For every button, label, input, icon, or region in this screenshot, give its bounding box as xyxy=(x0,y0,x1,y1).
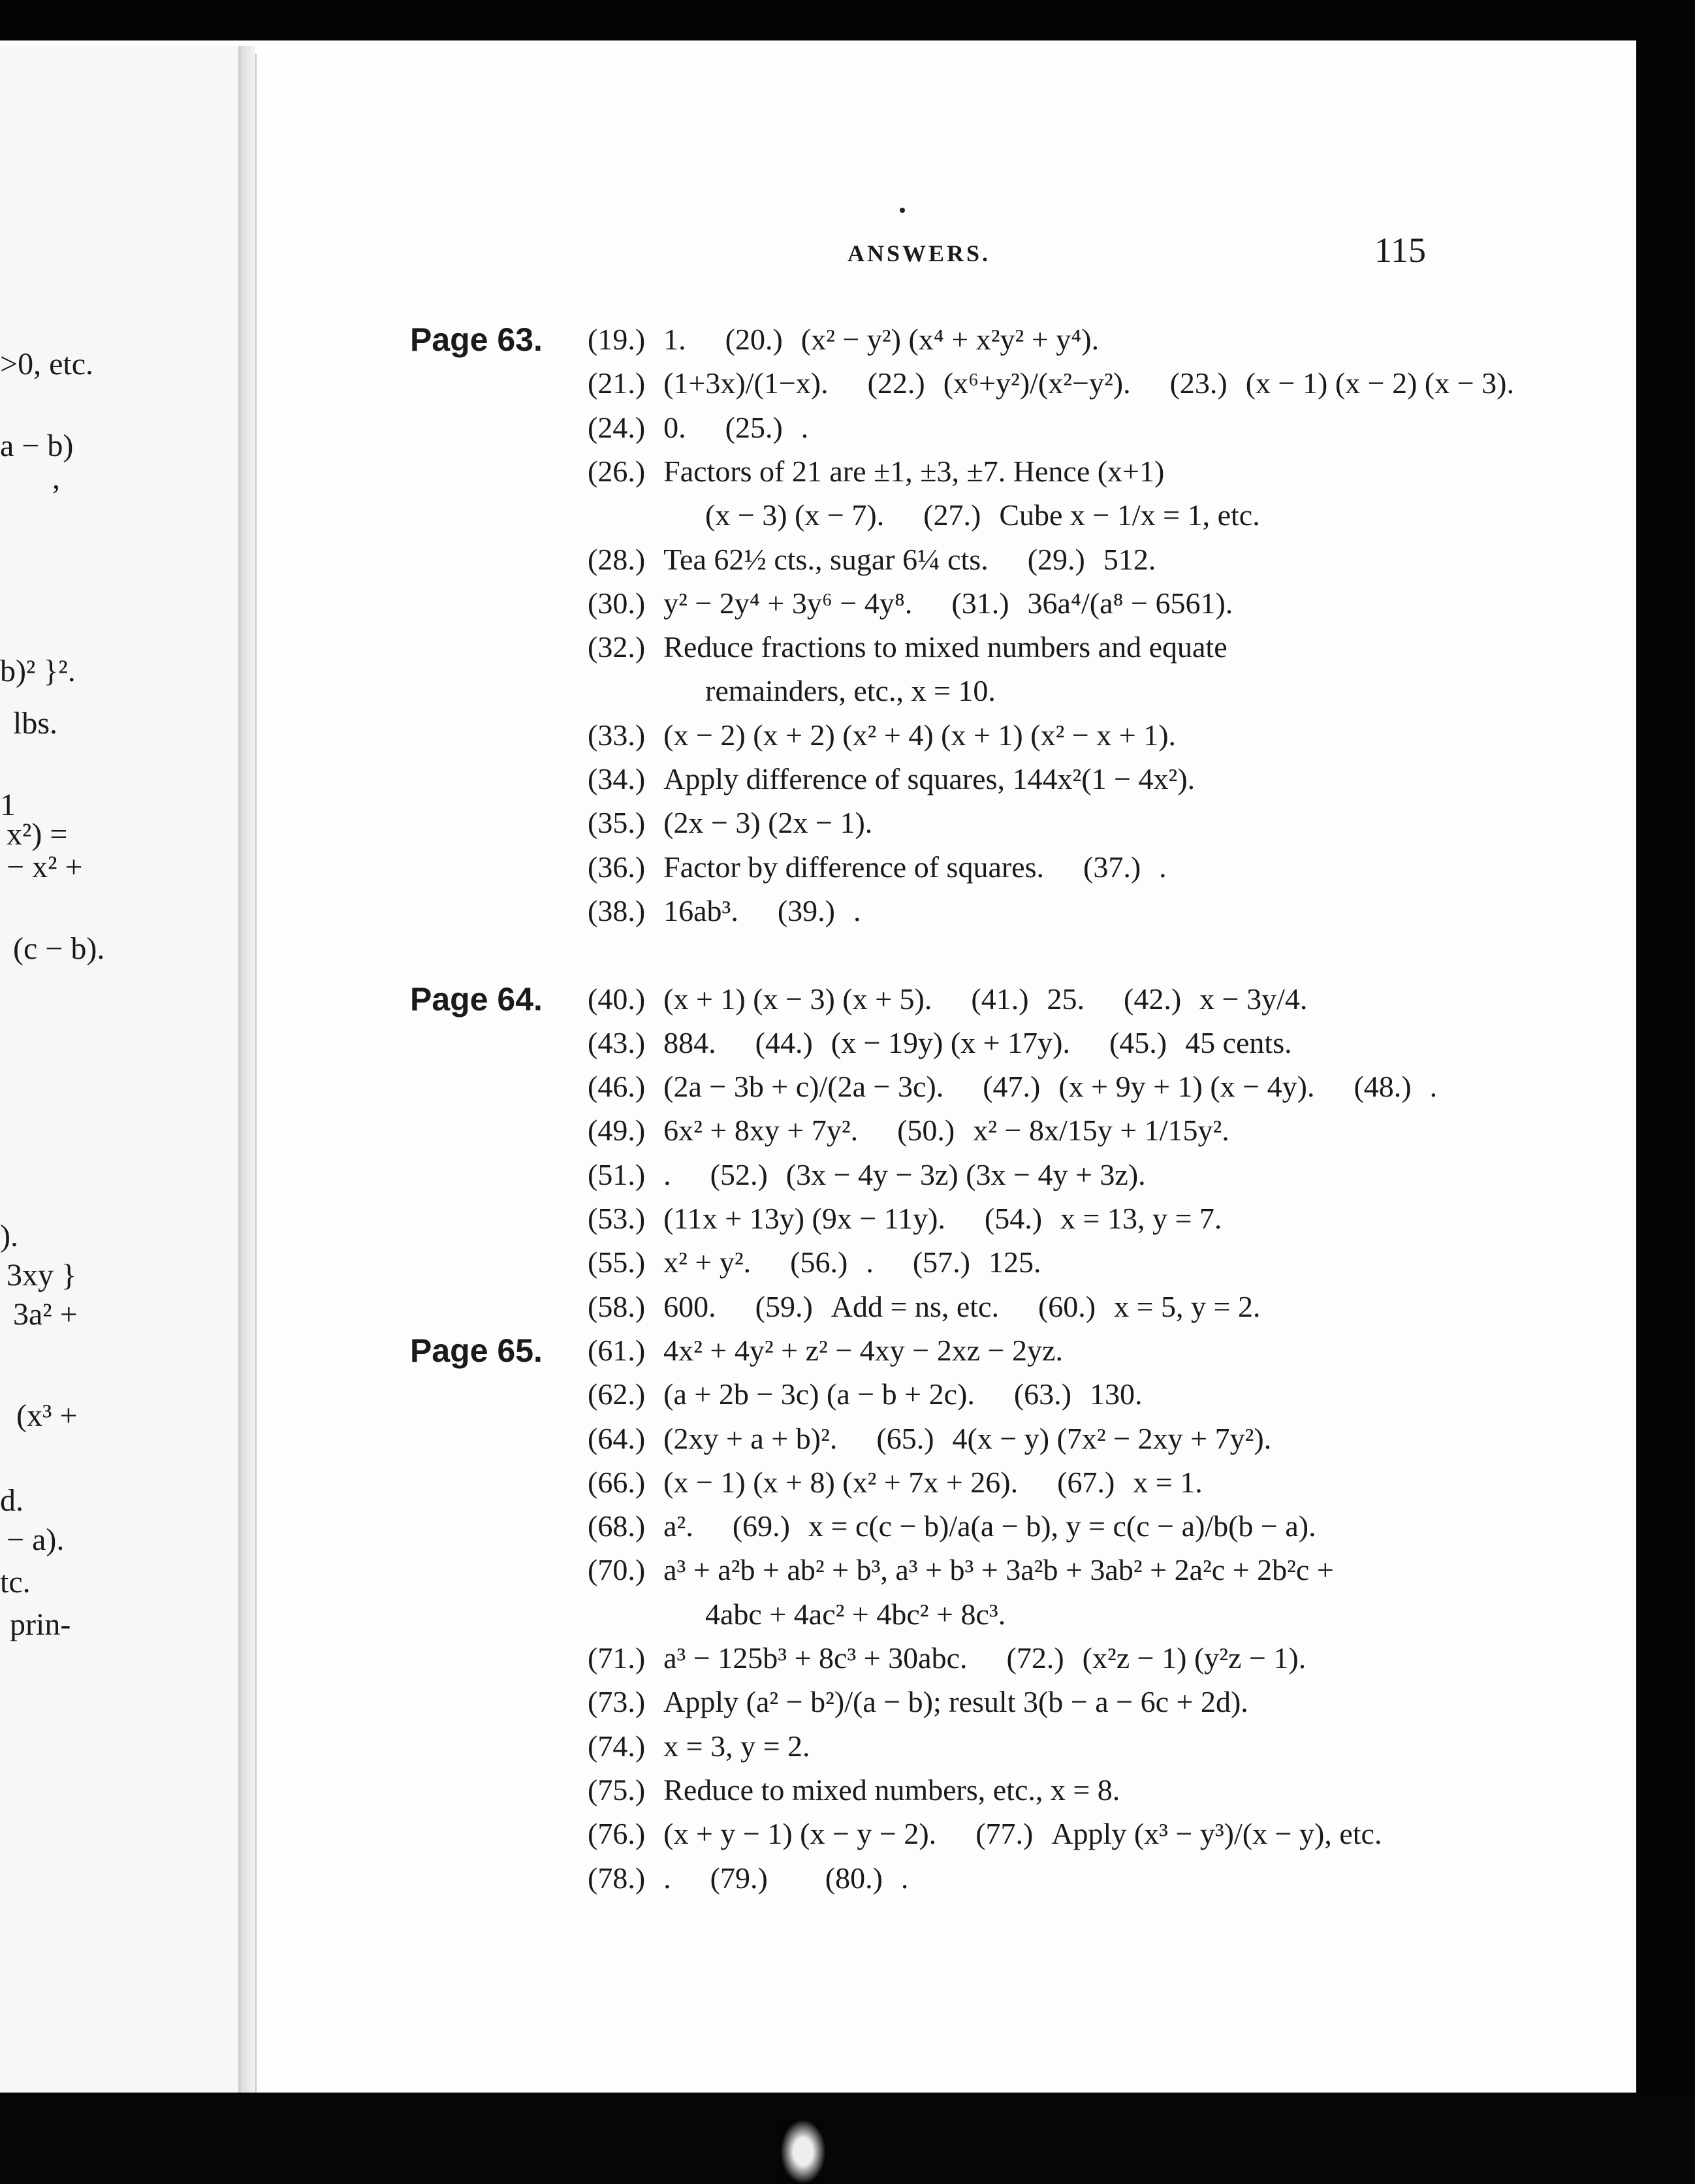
answer-number: (23.) xyxy=(1169,366,1228,400)
answer-text: x² − 8x/15y + 1/15y². xyxy=(973,1114,1229,1148)
answer-text: (x − 19y) (x + 17y). xyxy=(831,1025,1070,1059)
answer-number: (73.) xyxy=(588,1685,646,1719)
answer-text: (11x + 13y) (9x − 11y). xyxy=(663,1202,945,1235)
answer-number: (77.) xyxy=(975,1817,1034,1851)
answer-number: (74.) xyxy=(588,1729,646,1763)
answer-number: (26.) xyxy=(588,454,646,488)
answer-text: (2a − 3b + c)/(2a − 3c). xyxy=(663,1070,944,1104)
header-dot xyxy=(900,208,905,213)
answer-text: 4x² + 4y² + z² − 4xy − 2xz − 2yz. xyxy=(663,1333,1063,1367)
facing-page-fragment-text: a − b) xyxy=(0,428,74,463)
answer-number: (65.) xyxy=(876,1421,934,1455)
answer-text: (x²z − 1) (y²z − 1). xyxy=(1082,1641,1307,1675)
answer-text: (x² − y²) (x⁴ + x²y² + y⁴). xyxy=(800,323,1100,356)
answer-number: (37.) xyxy=(1083,850,1141,884)
answer-number: (39.) xyxy=(777,893,835,927)
facing-page-fragment-text: (c − b). xyxy=(13,931,105,966)
answer-text: 16ab³. xyxy=(663,893,738,927)
answer-number: (78.) xyxy=(588,1861,646,1895)
answer-number: (76.) xyxy=(588,1817,646,1851)
answer-text: 600. xyxy=(663,1289,716,1323)
answer-line xyxy=(705,1594,1045,1635)
answer-line xyxy=(588,1373,1182,1415)
answer-text: 36a⁴/(a⁸ − 6561). xyxy=(1027,586,1233,620)
answer-number: (31.) xyxy=(951,586,1009,620)
answer-text: (x + 9y + 1) (x − 4y). xyxy=(1058,1070,1315,1104)
answer-text: Tea 62½ cts., sugar 6¼ cts. xyxy=(663,542,989,576)
answer-line xyxy=(588,1418,1310,1460)
answer-text: remainders, etc., x = 10. xyxy=(705,674,996,708)
answer-text: (x⁶+y²)/(x²−y²). xyxy=(943,366,1131,400)
answer-number: (33.) xyxy=(588,718,646,752)
answer-number: (52.) xyxy=(710,1157,768,1191)
answer-text: y² − 2y⁴ + 3y⁶ − 4y⁸. xyxy=(663,586,913,620)
answer-number: (61.) xyxy=(588,1333,646,1367)
answer-line xyxy=(705,670,1035,712)
facing-page-fragment-text: d. xyxy=(0,1483,24,1518)
answer-text: a³ − 125b³ + 8c³ + 30abc. xyxy=(663,1641,968,1675)
facing-page-fragment-text: (x³ + xyxy=(16,1398,78,1433)
answer-number: (59.) xyxy=(755,1289,813,1323)
answer-text: . xyxy=(853,893,861,927)
answer-text: Apply (x³ − y³)/(x − y), etc. xyxy=(1051,1817,1382,1851)
answer-text: . xyxy=(800,410,809,444)
scan-border-right xyxy=(1636,0,1695,2184)
answer-text: . xyxy=(900,1861,909,1895)
answer-number: (57.) xyxy=(912,1245,970,1279)
answer-line xyxy=(588,1066,1476,1108)
answer-number: (72.) xyxy=(1006,1641,1064,1675)
answer-number: (36.) xyxy=(588,850,646,884)
answer-number: (47.) xyxy=(983,1070,1041,1104)
answer-line xyxy=(705,494,1299,536)
facing-page-fragment-text: >0, etc. xyxy=(0,347,94,381)
answer-number: (28.) xyxy=(588,542,646,576)
answer-line xyxy=(588,1154,1185,1196)
answer-line xyxy=(588,1857,947,1899)
answer-text: Factor by difference of squares. xyxy=(663,850,1045,884)
facing-page-fragment-text: x²) = xyxy=(7,817,68,852)
answer-number: (68.) xyxy=(588,1509,646,1543)
answer-number: (50.) xyxy=(897,1114,955,1148)
answer-line xyxy=(588,1110,1269,1151)
answer-number: (51.) xyxy=(588,1157,646,1191)
answer-line xyxy=(588,319,1138,361)
answer-number: (30.) xyxy=(588,586,646,620)
answer-text: (x + y − 1) (x − y − 2). xyxy=(663,1817,937,1851)
answer-text: 125. xyxy=(988,1245,1041,1279)
answer-line xyxy=(588,1022,1331,1064)
section-label: Page 65. xyxy=(410,1332,543,1369)
answer-number: (71.) xyxy=(588,1641,646,1675)
answer-text: x = 1. xyxy=(1133,1465,1203,1499)
answer-line xyxy=(588,362,1553,404)
answer-number: (60.) xyxy=(1038,1289,1096,1323)
facing-page-fragment-text: 1 xyxy=(0,788,16,822)
answer-number: (34.) xyxy=(588,762,646,795)
answer-number: (75.) xyxy=(588,1773,646,1807)
answer-number: (67.) xyxy=(1057,1465,1115,1499)
facing-page-fragment-text: b)² }². xyxy=(0,654,76,688)
answer-text: . xyxy=(1159,850,1167,884)
answer-text: Factors of 21 are ±1, ±3, ±7. Hence (x+1) xyxy=(663,454,1165,488)
answer-text: . xyxy=(1429,1070,1438,1104)
answer-number: (66.) xyxy=(588,1465,646,1499)
answer-number: (40.) xyxy=(588,982,646,1016)
answer-number: (44.) xyxy=(755,1025,813,1059)
answer-line xyxy=(588,407,848,449)
answer-text: . xyxy=(866,1245,874,1279)
answer-text: (x + 1) (x − 3) (x + 5). xyxy=(663,982,932,1016)
answer-number: (41.) xyxy=(971,982,1029,1016)
facing-page-fragment-text: 3xy } xyxy=(7,1258,77,1293)
section-label: Page 64. xyxy=(410,980,543,1018)
facing-page-fragment-text: ). xyxy=(0,1219,18,1253)
section-label: Page 63. xyxy=(410,321,543,358)
book-gutter xyxy=(241,46,255,2103)
answer-text: x = c(c − b)/a(a − b), y = c(c − a)/b(b − a). xyxy=(808,1509,1316,1543)
scan-artifact xyxy=(780,2119,826,2184)
answer-line xyxy=(588,758,1234,800)
answer-number: (20.) xyxy=(725,323,783,356)
answer-number: (38.) xyxy=(588,893,646,927)
answer-text: (3x − 4y − 3z) (3x − 4y + 3z). xyxy=(785,1157,1146,1191)
answer-number: (35.) xyxy=(588,806,646,840)
answer-line xyxy=(588,802,911,844)
answer-text: 0. xyxy=(663,410,686,444)
answer-line xyxy=(588,1637,1345,1679)
answer-text: Reduce to mixed numbers, etc., x = 8. xyxy=(663,1773,1120,1807)
answer-text: (2x − 3) (2x − 1). xyxy=(663,806,873,840)
answer-text: (2xy + a + b)². xyxy=(663,1421,838,1455)
answer-line xyxy=(588,1198,1261,1240)
answer-line xyxy=(588,978,1346,1020)
facing-page-fragment-text: − a). xyxy=(7,1522,65,1557)
facing-page-fragment-text: lbs. xyxy=(13,706,58,741)
answer-text: x = 5, y = 2. xyxy=(1114,1289,1261,1323)
answer-text: 45 cents. xyxy=(1185,1025,1292,1059)
answer-number: (79.) xyxy=(710,1861,768,1895)
answer-number: (22.) xyxy=(867,366,925,400)
answer-text: (x − 1) (x − 2) (x − 3). xyxy=(1245,366,1514,400)
answer-text: (x − 1) (x + 8) (x² + 7x + 26). xyxy=(663,1465,1019,1499)
scan-border-bottom xyxy=(0,2093,1695,2184)
answer-line xyxy=(588,583,1272,624)
answer-number: (55.) xyxy=(588,1245,646,1279)
answer-number: (42.) xyxy=(1124,982,1182,1016)
page-number: 115 xyxy=(1374,231,1426,270)
answer-line xyxy=(588,1330,1102,1372)
answer-text: Apply (a² − b²)/(a − b); result 3(b − a − 6c + 2d). xyxy=(663,1685,1248,1719)
answer-number: (19.) xyxy=(588,323,646,356)
answer-number: (43.) xyxy=(588,1025,646,1059)
answer-text: 512. xyxy=(1103,542,1156,576)
answer-number: (64.) xyxy=(588,1421,646,1455)
answer-line xyxy=(588,1505,1355,1547)
answer-number: (58.) xyxy=(588,1289,646,1323)
answer-text: Apply difference of squares, 144x²(1 − 4x²). xyxy=(663,762,1196,795)
answer-number: (32.) xyxy=(588,630,646,664)
answer-text: a². xyxy=(663,1509,693,1543)
answer-text: a³ + a²b + ab² + b³, a³ + b³ + 3a²b + 3ab² + 2a²c + 2b²c + xyxy=(663,1553,1334,1587)
answer-line xyxy=(588,1549,1373,1591)
answer-text: (1+3x)/(1−x). xyxy=(663,366,829,400)
answer-text: x − 3y/4. xyxy=(1199,982,1308,1016)
answer-text: 130. xyxy=(1090,1377,1143,1411)
answer-text: 1. xyxy=(663,323,686,356)
answer-text: 25. xyxy=(1047,982,1085,1016)
answer-line xyxy=(588,846,1206,888)
answer-number: (21.) xyxy=(588,366,646,400)
answer-text: x = 13, y = 7. xyxy=(1060,1202,1222,1235)
facing-page-fragment-text: tc. xyxy=(0,1565,31,1599)
answer-number: (48.) xyxy=(1354,1070,1412,1104)
answer-text: 6x² + 8xy + 7y². xyxy=(663,1114,859,1148)
answer-number: (63.) xyxy=(1013,1377,1071,1411)
answer-text: x² + y². xyxy=(663,1245,752,1279)
answer-text: 884. xyxy=(663,1025,716,1059)
answer-number: (49.) xyxy=(588,1114,646,1148)
answer-number: (45.) xyxy=(1109,1025,1167,1059)
scan-border-top xyxy=(0,0,1695,40)
answer-line xyxy=(588,1242,1080,1283)
answer-text: Cube x − 1/x = 1, etc. xyxy=(999,498,1260,532)
facing-page-fragment-text: 3a² + xyxy=(13,1297,78,1332)
answer-line xyxy=(588,1286,1300,1328)
answer-number: (62.) xyxy=(588,1377,646,1411)
facing-page-fragment-text: prin- xyxy=(10,1607,71,1642)
answer-number: (25.) xyxy=(725,410,783,444)
answer-text: . xyxy=(663,1861,671,1895)
answer-line xyxy=(588,715,1215,756)
answer-text: (x − 3) (x − 7). xyxy=(705,498,885,532)
answer-line xyxy=(588,890,900,932)
answer-number: (46.) xyxy=(588,1070,646,1104)
answer-number: (53.) xyxy=(588,1202,646,1235)
answer-number: (70.) xyxy=(588,1553,646,1587)
answer-text: x = 3, y = 2. xyxy=(663,1729,810,1763)
answer-line xyxy=(588,451,1203,492)
answer-line xyxy=(588,1726,849,1767)
answer-number: (27.) xyxy=(923,498,981,532)
answer-text: (a + 2b − 3c) (a − b + 2c). xyxy=(663,1377,975,1411)
answer-text: 4abc + 4ac² + 4bc² + 8c³. xyxy=(705,1597,1006,1631)
answer-number: (54.) xyxy=(984,1202,1043,1235)
answer-line xyxy=(588,539,1195,581)
facing-page-fragment-text: − x² + xyxy=(7,850,83,884)
answer-text: (x − 2) (x + 2) (x² + 4) (x + 1) (x² − x + 1). xyxy=(663,718,1177,752)
answer-number: (80.) xyxy=(825,1861,883,1895)
page-header: ANSWERS. xyxy=(848,240,991,266)
answer-line xyxy=(588,1681,1288,1723)
answer-line xyxy=(588,1769,1159,1811)
answer-line xyxy=(588,626,1267,668)
answer-number: (56.) xyxy=(790,1245,848,1279)
answer-number: (69.) xyxy=(732,1509,790,1543)
answer-text: Reduce fractions to mixed numbers and equate xyxy=(663,630,1228,664)
answer-text: Add = ns, etc. xyxy=(831,1289,999,1323)
answer-number: (29.) xyxy=(1027,542,1085,576)
answer-number: (24.) xyxy=(588,410,646,444)
answer-text: . xyxy=(663,1157,671,1191)
answer-line xyxy=(588,1813,1421,1855)
facing-page-fragment xyxy=(0,46,241,2103)
facing-page-fragment-text: , xyxy=(52,461,60,496)
answer-line xyxy=(588,1462,1242,1503)
answer-text: 4(x − y) (7x² − 2xy + 7y²). xyxy=(952,1421,1272,1455)
